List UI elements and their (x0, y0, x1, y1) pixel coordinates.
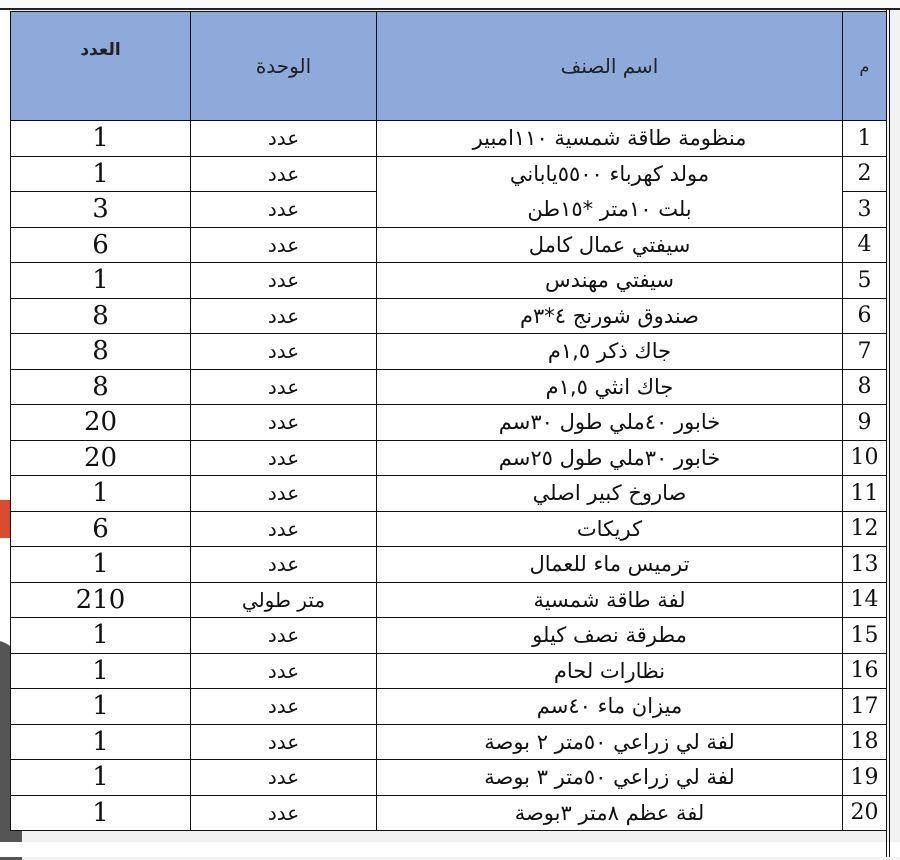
table-row (11, 298, 887, 334)
table-row (11, 334, 887, 370)
row-qty: 1 (11, 653, 191, 689)
row-number: 19 (843, 760, 887, 796)
table-row (11, 582, 887, 618)
row-number: 11 (843, 476, 887, 512)
row-qty: 8 (11, 334, 191, 370)
row-unit: عدد (191, 227, 377, 263)
table-row (11, 440, 887, 476)
row-item-name: خابور ٤٠ملي طول ٣٠سم (377, 405, 843, 441)
row-item-name: جاك ذكر ١,٥م (377, 334, 843, 370)
row-unit: عدد (191, 156, 377, 192)
row-item-name: ميزان ماء ٤٠سم (377, 689, 843, 725)
row-qty: 1 (11, 476, 191, 512)
row-number: 20 (843, 795, 887, 831)
header-qty: العدد (11, 12, 191, 121)
row-number: 2 (843, 156, 887, 192)
row-number: 13 (843, 547, 887, 583)
row-number: 8 (843, 369, 887, 405)
row-unit: عدد (191, 476, 377, 512)
row-unit: عدد (191, 440, 377, 476)
bottom-margin (0, 842, 900, 857)
row-unit: عدد (191, 618, 377, 654)
row-number: 3 (843, 192, 887, 228)
row-number: 14 (843, 582, 887, 618)
row-qty: 210 (11, 582, 191, 618)
row-item-name: لفة عظم ٨متر ٣بوصة (377, 795, 843, 831)
table-row (11, 192, 887, 228)
row-number: 7 (843, 334, 887, 370)
row-unit: عدد (191, 192, 377, 228)
row-qty: 1 (11, 689, 191, 725)
table-row (11, 405, 887, 441)
row-number: 6 (843, 298, 887, 334)
row-item-name: لفة لي زراعي ٥٠متر ٣ بوصة (377, 760, 843, 796)
row-item-name: صاروخ كبير اصلي (377, 476, 843, 512)
row-qty: 1 (11, 618, 191, 654)
row-qty: 1 (11, 795, 191, 831)
table-row (11, 511, 887, 547)
table-row (11, 476, 887, 512)
row-unit: عدد (191, 653, 377, 689)
right-border (886, 8, 890, 857)
row-item-name: جاك انثي ١,٥م (377, 369, 843, 405)
row-qty: 1 (11, 263, 191, 299)
row-qty: 8 (11, 369, 191, 405)
row-qty: 3 (11, 192, 191, 228)
row-qty: 1 (11, 760, 191, 796)
row-item-name: لفة لي زراعي ٥٠متر ٢ بوصة (377, 724, 843, 760)
row-item-name: سيفتي عمال كامل (377, 227, 843, 263)
table-row (11, 369, 887, 405)
header-item-name: اسم الصنف (377, 12, 843, 121)
row-unit: عدد (191, 121, 377, 157)
row-qty: 1 (11, 156, 191, 192)
row-unit: عدد (191, 369, 377, 405)
row-unit: عدد (191, 795, 377, 831)
table-row (11, 760, 887, 796)
table-row (11, 689, 887, 725)
row-unit: عدد (191, 334, 377, 370)
table-row (11, 724, 887, 760)
row-qty: 6 (11, 511, 191, 547)
row-unit: عدد (191, 263, 377, 299)
row-unit: عدد (191, 298, 377, 334)
row-item-name: ترميس ماء للعمال (377, 547, 843, 583)
row-item-name: مولد كهرباء ٥٥٠٠ياباني (377, 156, 843, 192)
row-qty: 1 (11, 724, 191, 760)
table-row (11, 795, 887, 831)
row-number: 16 (843, 653, 887, 689)
row-item-name: نظارات لحام (377, 653, 843, 689)
row-number: 12 (843, 511, 887, 547)
row-item-name: سيفتي مهندس (377, 263, 843, 299)
table-row (11, 653, 887, 689)
row-number: 4 (843, 227, 887, 263)
row-qty: 1 (11, 547, 191, 583)
table-row (11, 263, 887, 299)
table-row (11, 227, 887, 263)
row-qty: 20 (11, 405, 191, 441)
row-number: 5 (843, 263, 887, 299)
row-item-name: صندوق شورنج ٤*٣م (377, 298, 843, 334)
header-unit: الوحدة (191, 12, 377, 121)
row-item-name: كريكات (377, 511, 843, 547)
row-unit: عدد (191, 724, 377, 760)
row-item-name: منظومة طاقة شمسية ١١٠امبير (377, 121, 843, 157)
row-number: 15 (843, 618, 887, 654)
table-row (11, 618, 887, 654)
table-row (11, 547, 887, 583)
row-qty: 1 (11, 121, 191, 157)
table-row (11, 156, 887, 192)
row-qty: 6 (11, 227, 191, 263)
row-number: 18 (843, 724, 887, 760)
row-item-name: بلت ١٠متر *١٥طن (377, 192, 843, 228)
row-unit: عدد (191, 511, 377, 547)
header-row (11, 12, 887, 121)
row-number: 17 (843, 689, 887, 725)
row-unit: عدد (191, 689, 377, 725)
row-unit: متر طولي (191, 582, 377, 618)
row-qty: 8 (11, 298, 191, 334)
top-rule (0, 8, 900, 10)
row-unit: عدد (191, 547, 377, 583)
row-number: 9 (843, 405, 887, 441)
row-qty: 20 (11, 440, 191, 476)
row-unit: عدد (191, 405, 377, 441)
items-table (10, 11, 887, 831)
row-item-name: مطرقة نصف كيلو (377, 618, 843, 654)
row-unit: عدد (191, 760, 377, 796)
table-row (11, 121, 887, 157)
row-item-name: خابور ٣٠ملي طول ٢٥سم (377, 440, 843, 476)
row-number: 1 (843, 121, 887, 157)
row-number: 10 (843, 440, 887, 476)
row-item-name: لفة طاقة شمسية (377, 582, 843, 618)
header-number: م (843, 12, 887, 121)
